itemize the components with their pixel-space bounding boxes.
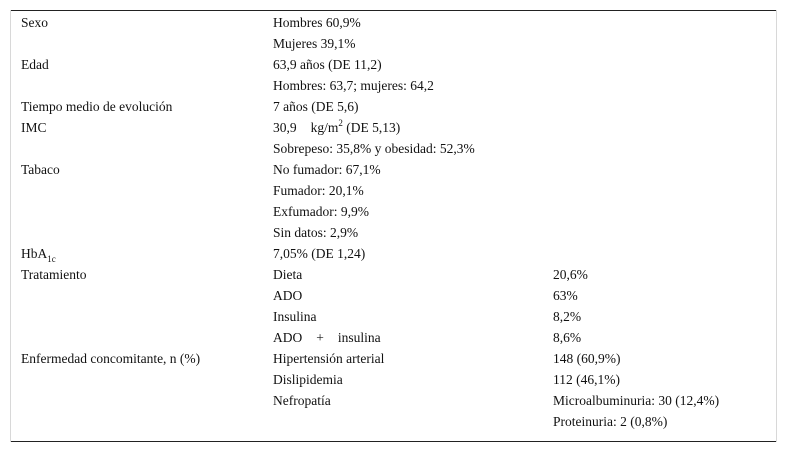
table-row (11, 327, 776, 348)
row-value: 7,05% (DE 1,24) (273, 246, 366, 261)
table-row (11, 96, 776, 117)
disease-value: 112 (46,1%) (553, 372, 620, 387)
treatment-value: 63% (553, 288, 578, 303)
combo-ado: ADO (273, 330, 303, 345)
table-row (11, 264, 776, 285)
table-row (11, 138, 776, 159)
disease-name: Hipertensión arterial (273, 351, 385, 366)
imc-value: 30,9 (273, 120, 297, 135)
table-row (11, 306, 776, 327)
row-value: Sobrepeso: 35,8% y obesidad: 52,3% (273, 141, 475, 156)
combo-plus: + (316, 330, 324, 345)
table-row (11, 285, 776, 306)
treatment-value: 8,2% (553, 309, 582, 324)
table-row (11, 390, 776, 411)
table-row (11, 117, 776, 138)
hba-subscript: 1c (47, 254, 56, 264)
table-row (11, 180, 776, 201)
row-label: Sexo (21, 15, 48, 30)
table-row (11, 222, 776, 243)
row-value: Mujeres 39,1% (273, 36, 356, 51)
row-label: Tratamiento (21, 267, 87, 282)
characteristics-table (10, 10, 777, 442)
table-row (11, 54, 776, 75)
disease-name: Dislipidemia (273, 372, 343, 387)
disease-name: Nefropatía (273, 393, 331, 408)
imc-de: (DE 5,13) (346, 120, 401, 135)
disease-name (273, 411, 553, 432)
row-value: Hombres: 63,7; mujeres: 64,2 (273, 78, 434, 93)
row-value: Hombres 60,9% (273, 15, 361, 30)
table-row (11, 411, 776, 432)
treatment-combo (273, 327, 553, 348)
disease-value: Microalbuminuria: 30 (12,4%) (553, 393, 720, 408)
row-label: Tiempo medio de evolución (21, 99, 173, 114)
row-value: Exfumador: 9,9% (273, 204, 369, 219)
table-row (11, 243, 776, 264)
treatment-value: 8,6% (553, 330, 582, 345)
table-row (11, 12, 776, 33)
table-bottom-rule (11, 441, 776, 442)
table-row (11, 75, 776, 96)
table-row (11, 201, 776, 222)
row-label: IMC (21, 120, 47, 135)
treatment-name: Insulina (273, 309, 317, 324)
disease-value: Proteinuria: 2 (0,8%) (553, 414, 668, 429)
hba-label: HbA (21, 246, 48, 261)
imc-exponent: 2 (338, 118, 343, 128)
row-value: Fumador: 20,1% (273, 183, 364, 198)
table-row (11, 348, 776, 369)
row-label: Tabaco (21, 162, 60, 177)
disease-value: 148 (60,9%) (553, 351, 621, 366)
treatment-value: 20,6% (553, 267, 588, 282)
characteristics-grid (11, 12, 776, 432)
treatment-name: ADO (273, 288, 303, 303)
imc-unit: kg/m (310, 120, 339, 135)
combo-insulina: insulina (337, 330, 381, 345)
imc-value-cell (273, 117, 553, 138)
row-value: Sin datos: 2,9% (273, 225, 359, 240)
row-value: 7 años (DE 5,6) (273, 99, 359, 114)
table-top-rule (11, 10, 776, 11)
table-row (11, 159, 776, 180)
table-row (11, 33, 776, 54)
treatment-name: Dieta (273, 267, 303, 282)
table-row (11, 369, 776, 390)
row-label: Enfermedad concomitante, n (%) (21, 351, 201, 366)
row-value: 63,9 años (DE 11,2) (273, 57, 382, 72)
row-value: No fumador: 67,1% (273, 162, 381, 177)
hba1c-label (11, 243, 273, 264)
row-label: Edad (21, 57, 49, 72)
